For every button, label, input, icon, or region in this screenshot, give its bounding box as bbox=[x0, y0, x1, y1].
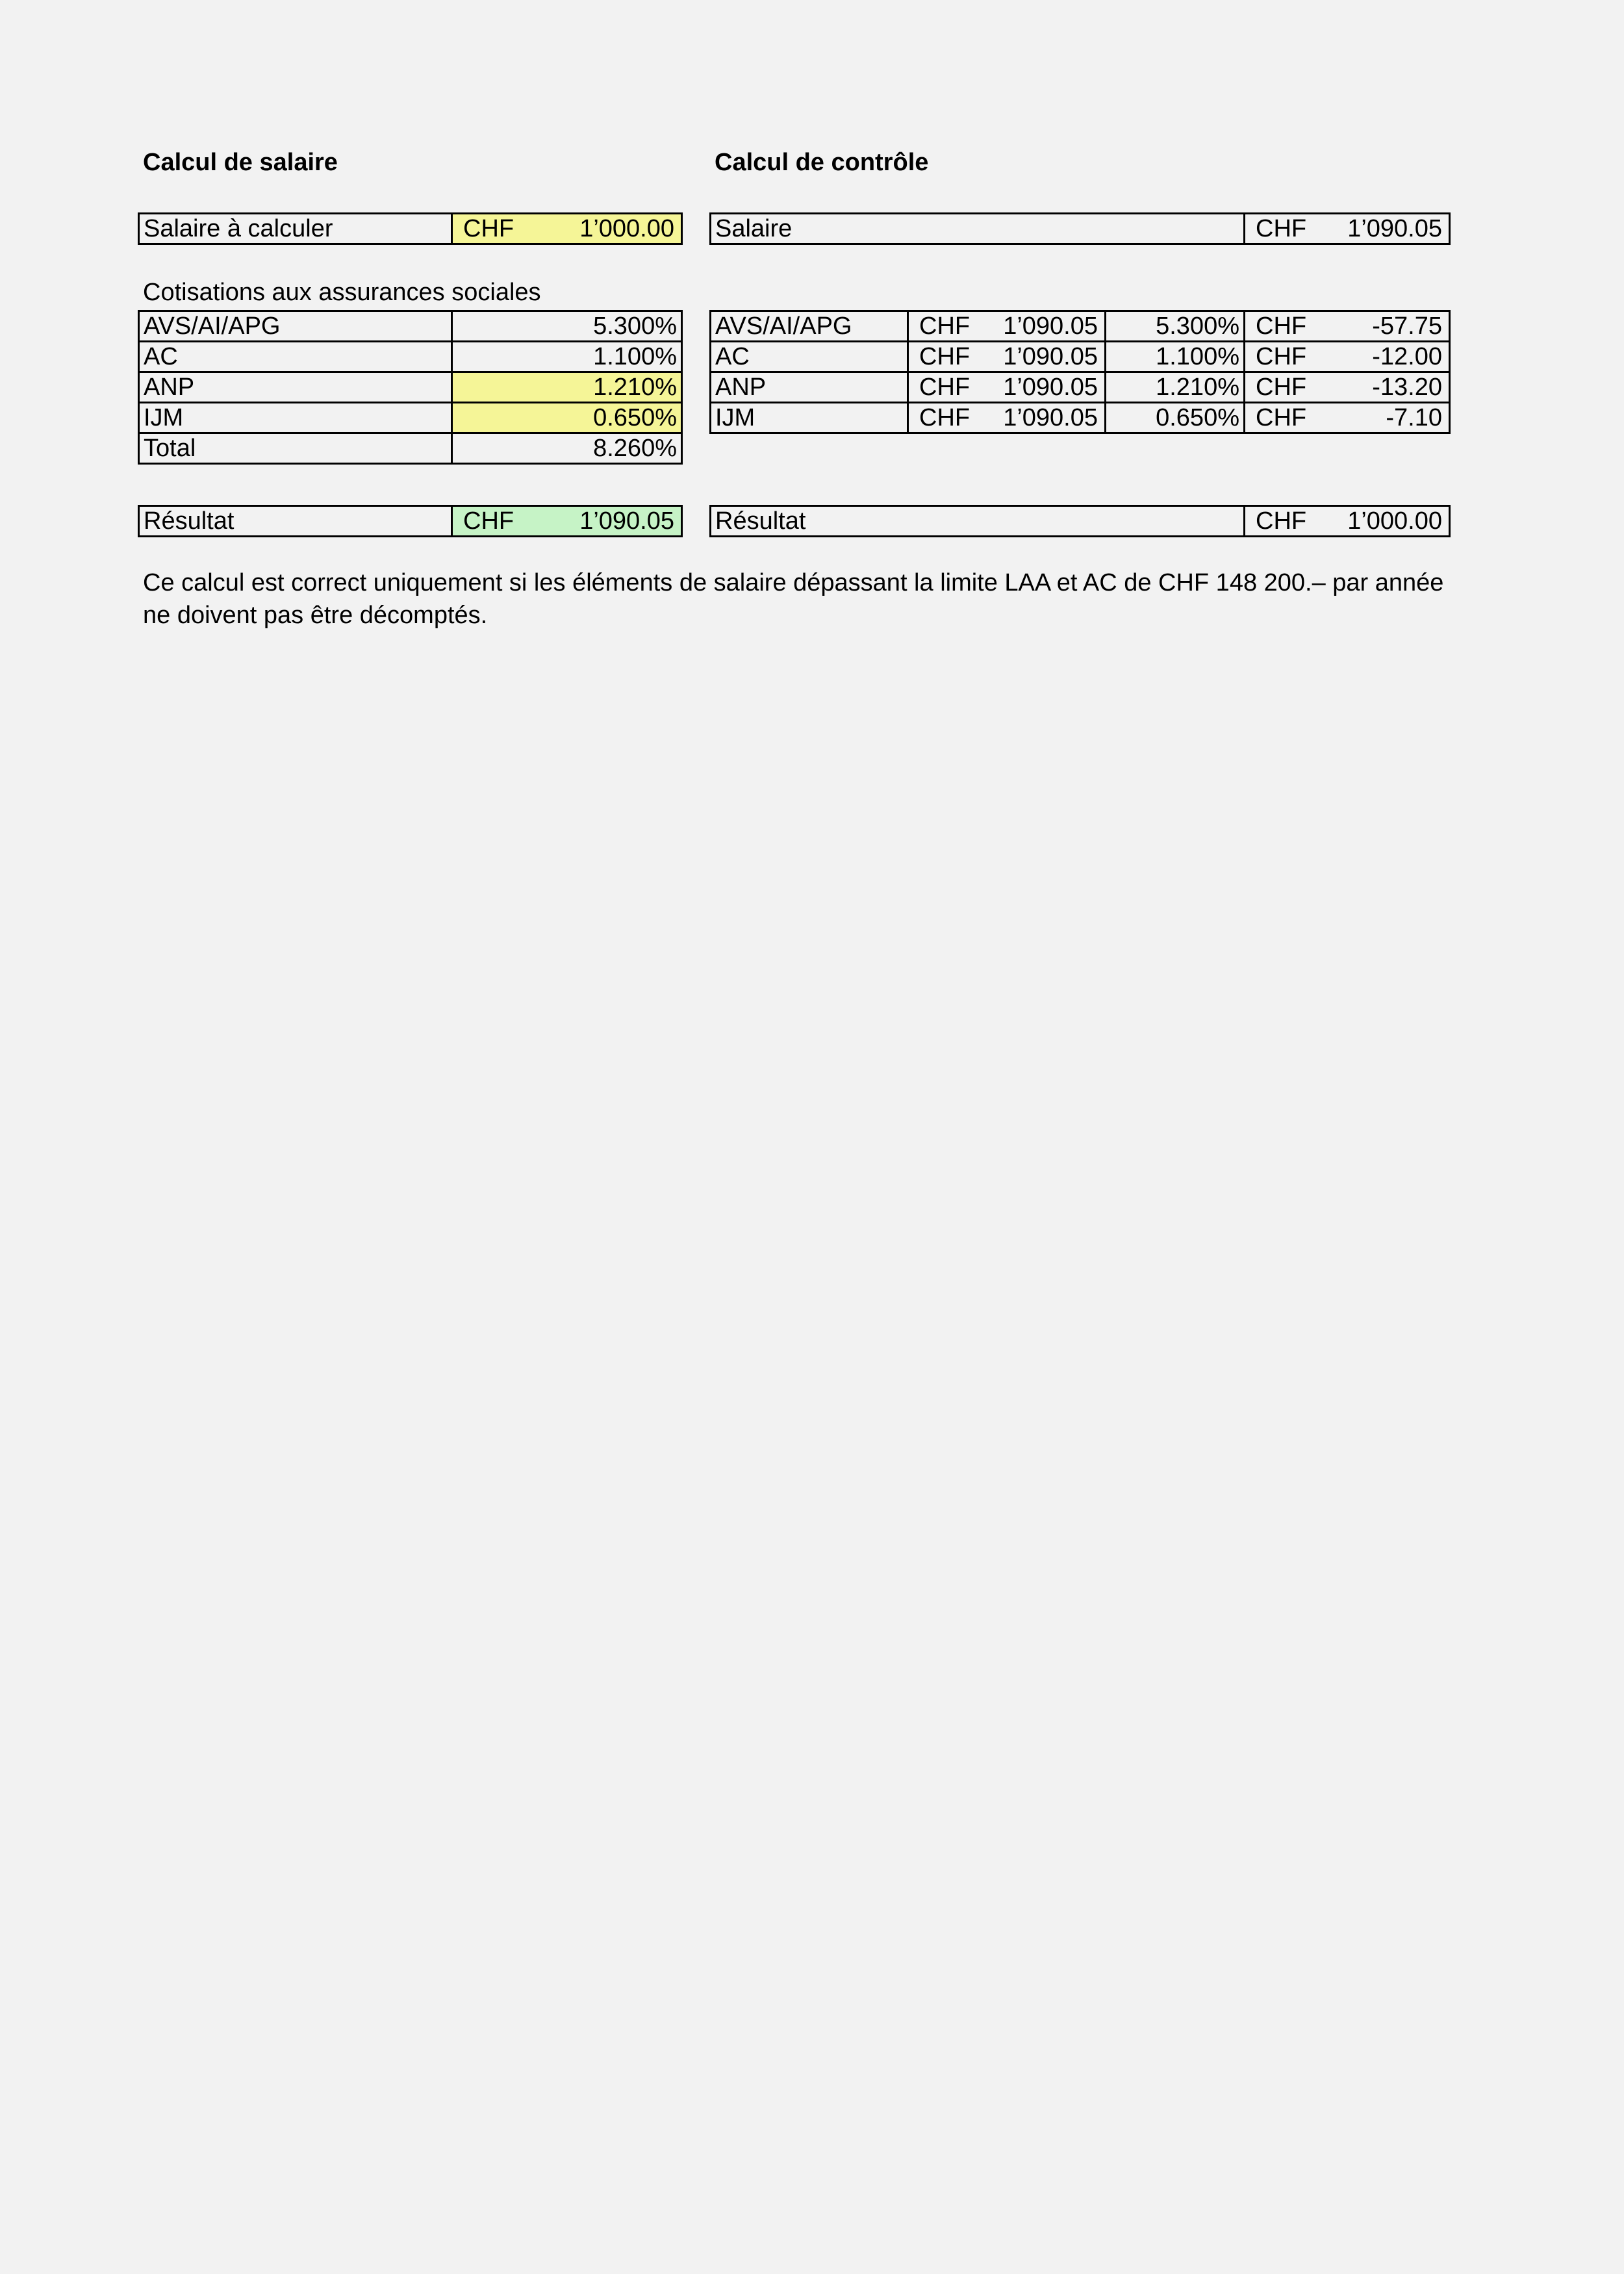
salary-result-table bbox=[138, 505, 683, 537]
control-label: IJM bbox=[711, 403, 908, 433]
control-base-amount: 1’090.05 bbox=[1003, 343, 1098, 370]
control-base-currency: CHF bbox=[919, 374, 971, 401]
control-result-currency: CHF bbox=[1256, 507, 1307, 535]
salary-result-currency: CHF bbox=[463, 507, 514, 535]
contribution-row-avs bbox=[139, 311, 682, 342]
control-rate: 1.100% bbox=[1106, 342, 1245, 372]
contribution-row-ijm bbox=[139, 403, 682, 433]
control-salary-row bbox=[711, 214, 1450, 244]
total-label: Total bbox=[139, 433, 452, 464]
control-label: AC bbox=[711, 342, 908, 372]
contribution-label: AC bbox=[139, 342, 452, 372]
control-amount-currency: CHF bbox=[1256, 374, 1307, 401]
control-result-cell bbox=[1245, 506, 1450, 537]
control-row-anp bbox=[711, 372, 1450, 403]
total-rate: 8.260% bbox=[452, 433, 682, 464]
control-base-cell bbox=[908, 372, 1106, 403]
contribution-label: IJM bbox=[139, 403, 452, 433]
contribution-rate: 5.300% bbox=[452, 311, 682, 342]
control-calc-title: Calcul de contrôle bbox=[715, 149, 929, 176]
control-base-cell bbox=[908, 342, 1106, 372]
salary-input-cell[interactable] bbox=[452, 214, 682, 244]
salary-input-label: Salaire à calculer bbox=[139, 214, 452, 244]
control-amount-cell bbox=[1245, 403, 1450, 433]
salary-result-cell bbox=[452, 506, 682, 537]
salary-input-currency: CHF bbox=[463, 215, 514, 242]
control-base-cell bbox=[908, 311, 1106, 342]
control-label: AVS/AI/APG bbox=[711, 311, 908, 342]
control-amount-currency: CHF bbox=[1256, 404, 1307, 431]
control-base-currency: CHF bbox=[919, 343, 971, 370]
control-result-amount: 1’000.00 bbox=[1347, 507, 1442, 535]
control-salary-cell bbox=[1245, 214, 1450, 244]
salary-result-amount: 1’090.05 bbox=[579, 507, 674, 535]
control-row-ijm bbox=[711, 403, 1450, 433]
salary-input-row bbox=[139, 214, 682, 244]
contribution-row-ac bbox=[139, 342, 682, 372]
salary-input-table bbox=[138, 212, 683, 245]
control-amount: -13.20 bbox=[1372, 374, 1442, 401]
salary-input-amount: 1’000.00 bbox=[579, 215, 674, 242]
control-base-currency: CHF bbox=[919, 404, 971, 431]
control-row-ac bbox=[711, 342, 1450, 372]
control-base-amount: 1’090.05 bbox=[1003, 374, 1098, 401]
control-base-amount: 1’090.05 bbox=[1003, 313, 1098, 340]
disclaimer-note: Ce calcul est correct uniquement si les éléments de salaire dépassant la limite LAA et AC de CHF 148 200.– par année ne doivent pas être décomptés. bbox=[143, 569, 1444, 629]
contribution-label: ANP bbox=[139, 372, 452, 403]
control-salary-label: Salaire bbox=[711, 214, 1245, 244]
control-base-currency: CHF bbox=[919, 313, 971, 340]
control-rate: 0.650% bbox=[1106, 403, 1245, 433]
salary-calc-title: Calcul de salaire bbox=[143, 149, 338, 176]
control-rate: 5.300% bbox=[1106, 311, 1245, 342]
contribution-row-total bbox=[139, 433, 682, 464]
control-result-row bbox=[711, 506, 1450, 537]
control-amount-cell bbox=[1245, 372, 1450, 403]
contribution-rate-input[interactable]: 0.650% bbox=[452, 403, 682, 433]
control-result-table bbox=[709, 505, 1451, 537]
control-amount-currency: CHF bbox=[1256, 343, 1307, 370]
control-row-avs bbox=[711, 311, 1450, 342]
control-salary-table bbox=[709, 212, 1451, 245]
control-amount-cell bbox=[1245, 342, 1450, 372]
contributions-table bbox=[138, 310, 683, 465]
control-amount-cell bbox=[1245, 311, 1450, 342]
control-amount: -7.10 bbox=[1386, 404, 1442, 431]
contribution-rate: 1.100% bbox=[452, 342, 682, 372]
salary-result-row bbox=[139, 506, 682, 537]
control-base-amount: 1’090.05 bbox=[1003, 404, 1098, 431]
control-salary-currency: CHF bbox=[1256, 215, 1307, 242]
control-result-label: Résultat bbox=[711, 506, 1245, 537]
control-amount: -12.00 bbox=[1372, 343, 1442, 370]
control-label: ANP bbox=[711, 372, 908, 403]
contributions-section-label: Cotisations aux assurances sociales bbox=[143, 279, 541, 306]
control-contributions-table bbox=[709, 310, 1451, 434]
control-amount-currency: CHF bbox=[1256, 313, 1307, 340]
contribution-rate-input[interactable]: 1.210% bbox=[452, 372, 682, 403]
control-salary-amount: 1’090.05 bbox=[1347, 215, 1442, 242]
control-rate: 1.210% bbox=[1106, 372, 1245, 403]
contribution-row-anp bbox=[139, 372, 682, 403]
contribution-label: AVS/AI/APG bbox=[139, 311, 452, 342]
salary-result-label: Résultat bbox=[139, 506, 452, 537]
control-base-cell bbox=[908, 403, 1106, 433]
control-amount: -57.75 bbox=[1372, 313, 1442, 340]
